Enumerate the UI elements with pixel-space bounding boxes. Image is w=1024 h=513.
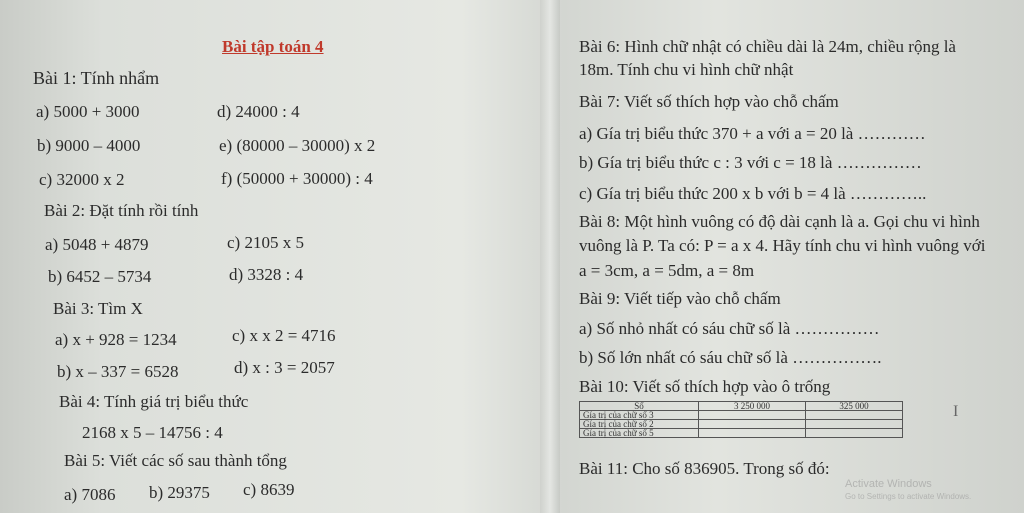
bai8-line1: Bài 8: Một hình vuông có độ dài cạnh là a. Gọi chu vi hình (579, 212, 980, 231)
table-row (580, 429, 903, 438)
bai2-a: a) 5048 + 4879 (45, 235, 149, 254)
bai8-line3: a = 3cm, a = 5dm, a = 8m (579, 261, 755, 280)
bai3-b: b) x – 337 = 6528 (57, 362, 179, 381)
bai1-d: d) 24000 : 4 (217, 102, 300, 121)
text-cursor-icon: I (953, 403, 959, 420)
page-fold (540, 0, 560, 513)
bai1-e: e) (80000 – 30000) x 2 (219, 136, 376, 155)
table-row-label: Gía trị của chữ số 5 (580, 429, 699, 438)
table-cell-empty (806, 411, 903, 420)
table-cell-empty (699, 420, 806, 429)
bai9-heading: Bài 9: Viết tiếp vào chỗ chấm (579, 289, 781, 308)
bai1-heading: Bài 1: Tính nhẩm (33, 68, 160, 88)
bai4-heading: Bài 4: Tính giá trị biểu thức (59, 392, 249, 411)
bai6-line2: 18m. Tính chu vi hình chữ nhật (579, 60, 794, 79)
bai7-a: a) Gía trị biểu thức 370 + a với a = 20 là ………… (579, 124, 926, 143)
bai9-a: a) Số nhỏ nhất có sáu chữ số là …………… (579, 319, 880, 338)
bai5-b: b) 29375 (149, 483, 210, 502)
bai2-d: d) 3328 : 4 (229, 265, 304, 284)
table-cell-empty (806, 429, 903, 438)
table-header-cell: 3 250 000 (699, 402, 806, 411)
bai5-a: a) 7086 (64, 485, 116, 504)
table-cell-empty (806, 420, 903, 429)
bai3-c: c) x x 2 = 4716 (232, 326, 336, 345)
bai1-b: b) 9000 – 4000 (37, 136, 141, 155)
bai2-c: c) 2105 x 5 (227, 233, 304, 252)
bai7-heading: Bài 7: Viết số thích hợp vào chỗ chấm (579, 92, 839, 111)
bai10-heading: Bài 10: Viết số thích hợp vào ô trống (579, 377, 831, 396)
bai3-d: d) x : 3 = 2057 (234, 358, 335, 377)
worksheet-title: Bài tập toán 4 (222, 37, 324, 56)
bai5-c: c) 8639 (243, 480, 295, 499)
bai9-b: b) Số lớn nhất có sáu chữ số là ……………. (579, 348, 882, 367)
bai3-heading: Bài 3: Tìm X (53, 299, 143, 318)
bai6-line1: Bài 6: Hình chữ nhật có chiều dài là 24m, chiều rộng là (579, 37, 956, 56)
bai4-expression: 2168 x 5 – 14756 : 4 (82, 423, 223, 442)
bai7-c: c) Gía trị biểu thức 200 x b với b = 4 là ………….. (579, 184, 927, 203)
bai1-c: c) 32000 x 2 (39, 170, 125, 189)
bai2-heading: Bài 2: Đặt tính rồi tính (44, 201, 199, 220)
table-row-label: Gía trị của chữ số 3 (580, 411, 699, 420)
bai11-text: Bài 11: Cho số 836905. Trong số đó: (579, 459, 830, 478)
bai5-heading: Bài 5: Viết các số sau thành tổng (64, 451, 287, 470)
bai1-a: a) 5000 + 3000 (36, 102, 140, 121)
bai7-b: b) Gía trị biểu thức c : 3 với c = 18 là …………… (579, 153, 922, 172)
table-header-cell: 325 000 (806, 402, 903, 411)
bai2-b: b) 6452 – 5734 (48, 267, 152, 286)
table-row-label: Gía trị của chữ số 2 (580, 420, 699, 429)
bai3-a: a) x + 928 = 1234 (55, 330, 177, 349)
table-header-cell: Số (580, 402, 699, 411)
bai10-table (579, 401, 903, 438)
activate-windows-subtext: Go to Settings to activate Windows. (845, 492, 972, 501)
activate-windows-watermark: Activate Windows (845, 478, 932, 490)
bai8-line2: vuông là P. Ta có: P = a x 4. Hãy tính chu vi hình vuông với (579, 236, 986, 255)
table-cell-empty (699, 429, 806, 438)
table-cell-empty (699, 411, 806, 420)
bai1-f: f) (50000 + 30000) : 4 (221, 169, 373, 188)
